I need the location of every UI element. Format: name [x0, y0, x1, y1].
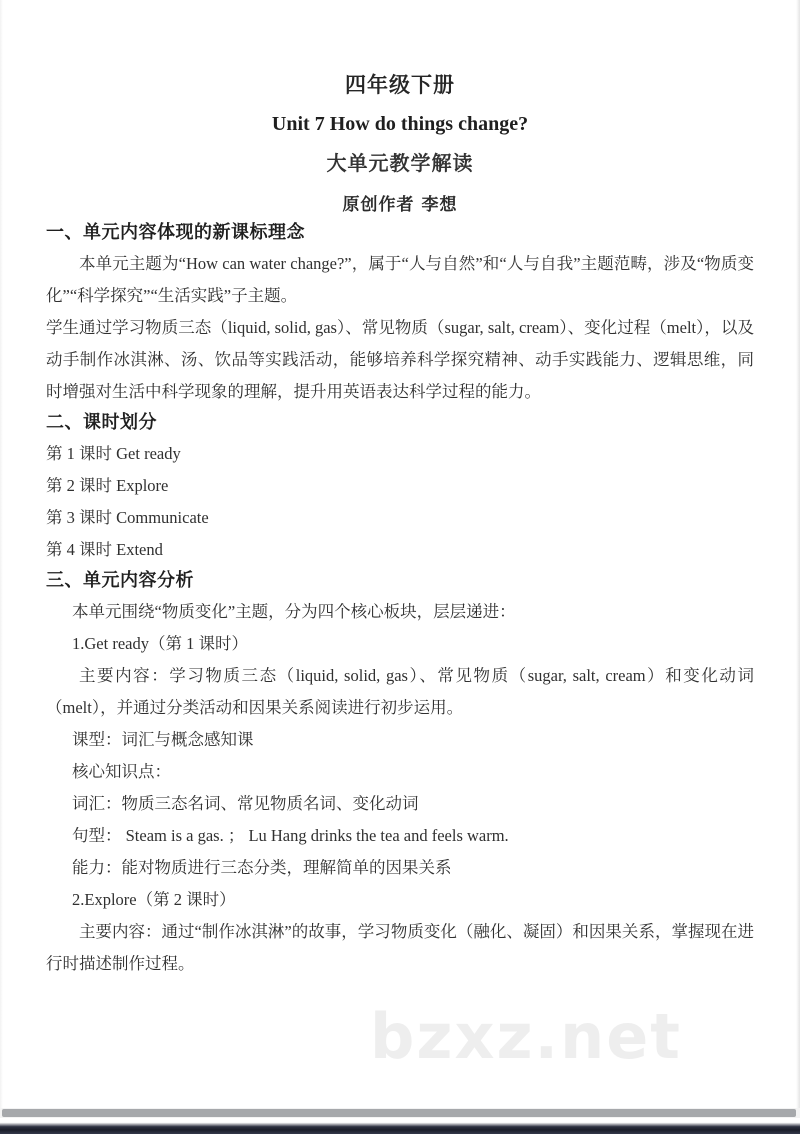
section-heading-3: 三、单元内容分析 [46, 570, 194, 591]
author-line: 原创作者 李想 [342, 195, 458, 215]
section-3-body [72, 596, 754, 660]
part-1-title: 1.Get ready（第 1 课时） [72, 634, 248, 653]
part-1-vocabulary: 词汇：物质三态名词、常见物质名词、变化动词 [72, 794, 419, 813]
part-1-sentence-patterns: 句型： Steam is a gas. ； Lu Hang drinks the tea and feels warm. [72, 826, 509, 845]
section-heading-2: 二、课时划分 [46, 412, 157, 433]
document-title-block [46, 0, 754, 218]
section-3-intro: 本单元围绕“物质变化”主题，分为四个核心板块，层层递进： [72, 602, 516, 621]
lesson-item-2: 第 2 课时 Explore [46, 476, 169, 495]
lesson-item-1: 第 1 课时 Get ready [46, 444, 181, 463]
part-1-main-content: 主要内容：学习物质三态（liquid, solid, gas）、常见物质（sugar, salt, cream）和变化动词（melt），并通过分类活动和因果关系阅读进行初步运用。 [46, 666, 754, 717]
viewer-bottom-edge [0, 1120, 800, 1134]
part-2-main-content: 主要内容：通过“制作冰淇淋”的故事，学习物质变化（融化、凝固）和因果关系，掌握现在进行时描述制作过程。 [46, 922, 754, 973]
lesson-item-3: 第 3 课时 Communicate [46, 508, 209, 527]
section-heading-1: 一、单元内容体现的新课标理念 [46, 222, 305, 243]
page-title-subtitle: 大单元教学解读 [326, 151, 474, 175]
part-1-details [72, 724, 754, 916]
section-1-paragraph-1: 本单元主题为“How can water change?”，属于“人与自然”和“人与自我”主题范畴，涉及“物质变化”“科学探究”“生活实践”子主题。 [46, 254, 754, 305]
watermark-text: bzxz.net [370, 1000, 682, 1073]
page-title-unit: Unit 7 How do things change? [271, 113, 529, 135]
page-title-grade: 四年级下册 [345, 73, 455, 97]
scrollbar-thumb[interactable] [2, 1109, 796, 1117]
part-1-lesson-type: 课型：词汇与概念感知课 [72, 730, 254, 749]
lesson-item-4: 第 4 课时 Extend [46, 540, 163, 559]
part-1-core-points-label: 核心知识点： [72, 762, 171, 781]
horizontal-scrollbar[interactable] [0, 1108, 800, 1118]
section-1-paragraph-2: 学生通过学习物质三态（liquid, solid, gas）、常见物质（sugar, salt, cream）、变化过程（melt），以及动手制作冰淇淋、汤、饮品等实践活动，能够培养科学探究精神、动手实践能力、逻辑思维，同时增强对生活中科学现象的理解，提升用英语表达科学过程的能力。 [46, 318, 754, 401]
part-2-title: 2.Explore（第 2 课时） [72, 890, 236, 909]
part-1-ability: 能力：能对物质进行三态分类，理解简单的因果关系 [72, 858, 452, 877]
